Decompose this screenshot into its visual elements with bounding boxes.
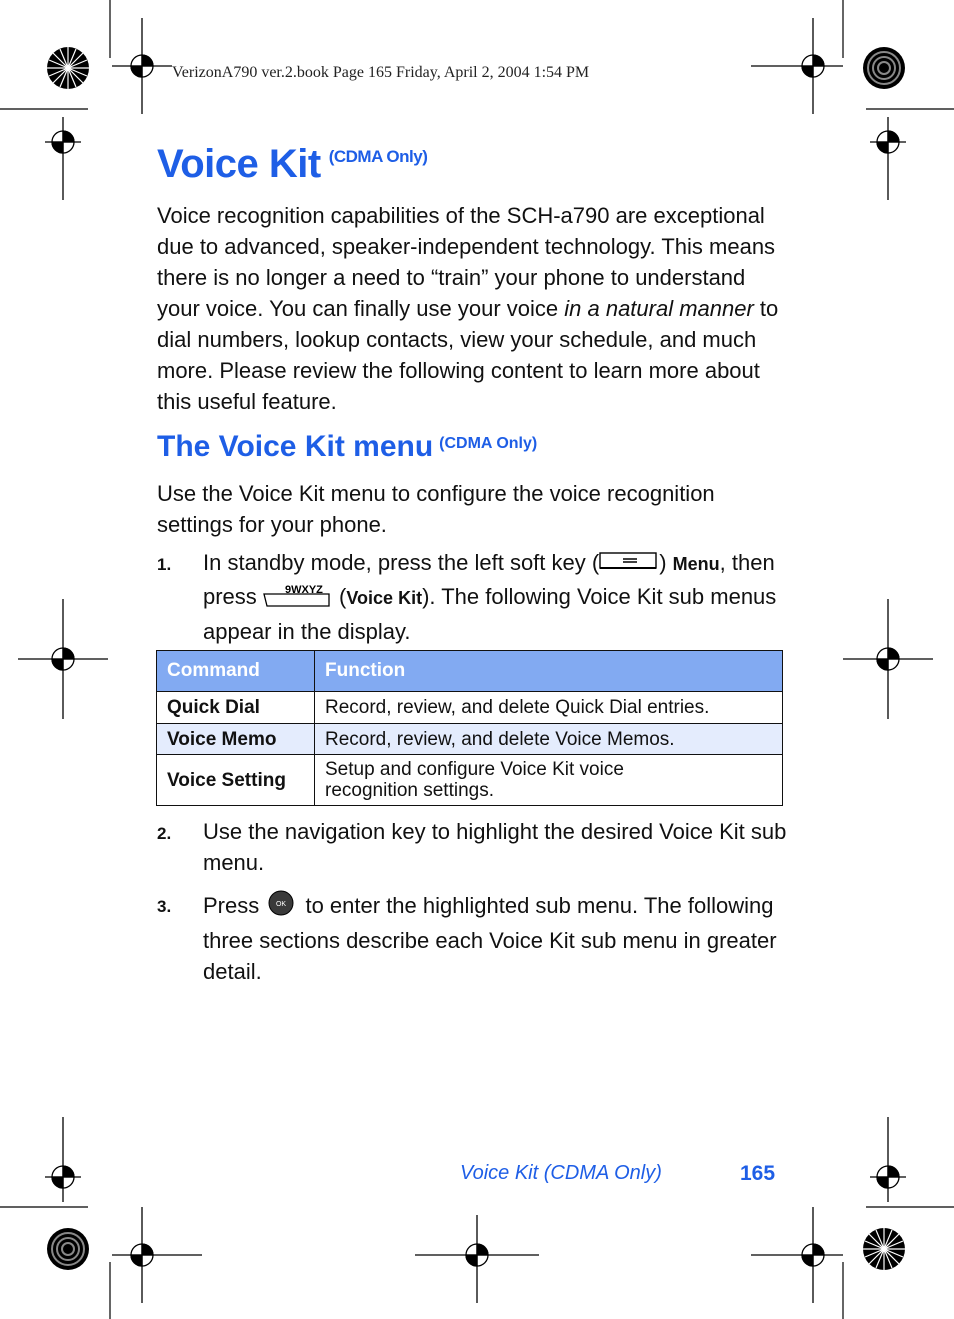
table-cell-command: Voice Setting	[157, 755, 315, 806]
step-number: 3.	[157, 897, 172, 916]
starburst-mark	[47, 47, 89, 89]
step-text: )	[659, 550, 673, 575]
table-cell-command: Quick Dial	[157, 692, 315, 724]
ok-key-label: OK	[276, 901, 287, 908]
table-row	[157, 692, 783, 724]
step-text: , then press	[203, 550, 775, 609]
section-title	[157, 430, 537, 464]
section-title-tag: (CDMA Only)	[439, 435, 538, 452]
table-header-command: Command	[157, 651, 315, 692]
page-title-text: Voice Kit	[157, 142, 321, 186]
page-title	[157, 142, 427, 187]
step-text: Use the navigation key to highlight the desired Voice Kit sub menu.	[203, 819, 787, 875]
table-cell-function: Record, review, and delete Quick Dial entries.	[315, 692, 783, 724]
nine-key-label: 9WXYZ	[284, 584, 323, 597]
step-number: 2.	[157, 824, 172, 843]
table-header-row	[157, 651, 783, 692]
step-text: In standby mode, press the left soft key (	[203, 550, 600, 575]
step-text: (	[332, 584, 347, 609]
intro-italic: in a natural manner	[564, 296, 754, 321]
page-number: 165	[740, 1162, 776, 1185]
table-cell-function: Record, review, and delete Voice Memos.	[315, 724, 783, 755]
page-title-tag: (CDMA Only)	[328, 147, 428, 166]
menu-label: Menu	[672, 554, 720, 574]
table-header-function: Function	[315, 651, 783, 692]
command-table	[156, 650, 783, 806]
table-cell-function: Setup and configure Voice Kit voice recognition settings.	[315, 755, 783, 806]
table-row	[157, 724, 783, 755]
intro-text-end: to dial numbers, lookup contacts, view your schedule, and much more. Please review the following content to learn more about this useful feature.	[157, 296, 779, 414]
intro-text: Voice recognition capabilities of the SCH-a790 are exceptional due to advanced, speaker-independent technology. This means there is no longer a need to “train” your phone to understand your voice. You can finally use your voice	[157, 203, 776, 321]
step-text: Press	[203, 892, 266, 918]
left-soft-key-icon	[599, 548, 659, 580]
step-text: ). The following Voice Kit sub menus appear in the display.	[203, 584, 777, 645]
footer-section: Voice Kit (CDMA Only)	[460, 1162, 662, 1184]
ok-key-icon	[265, 889, 299, 925]
section-intro: Use the Voice Kit menu to configure the voice recognition settings for your phone.	[157, 481, 715, 537]
intro-paragraph	[157, 200, 787, 417]
step-text: to enter the highlighted sub menu. The following three sections describe each Voice Kit sub menu in greater detail.	[203, 892, 777, 984]
step-number: 1.	[157, 555, 172, 574]
section-title-text: The Voice Kit menu	[157, 430, 434, 463]
voice-kit-label: Voice Kit	[346, 588, 423, 608]
crosshair-mark	[112, 18, 172, 114]
print-header: VerizonA790 ver.2.book Page 165 Friday, April 2, 2004 1:54 PM	[172, 64, 590, 81]
table-cell-command: Voice Memo	[157, 724, 315, 755]
table-row	[157, 755, 783, 806]
nine-key-icon	[263, 580, 333, 616]
